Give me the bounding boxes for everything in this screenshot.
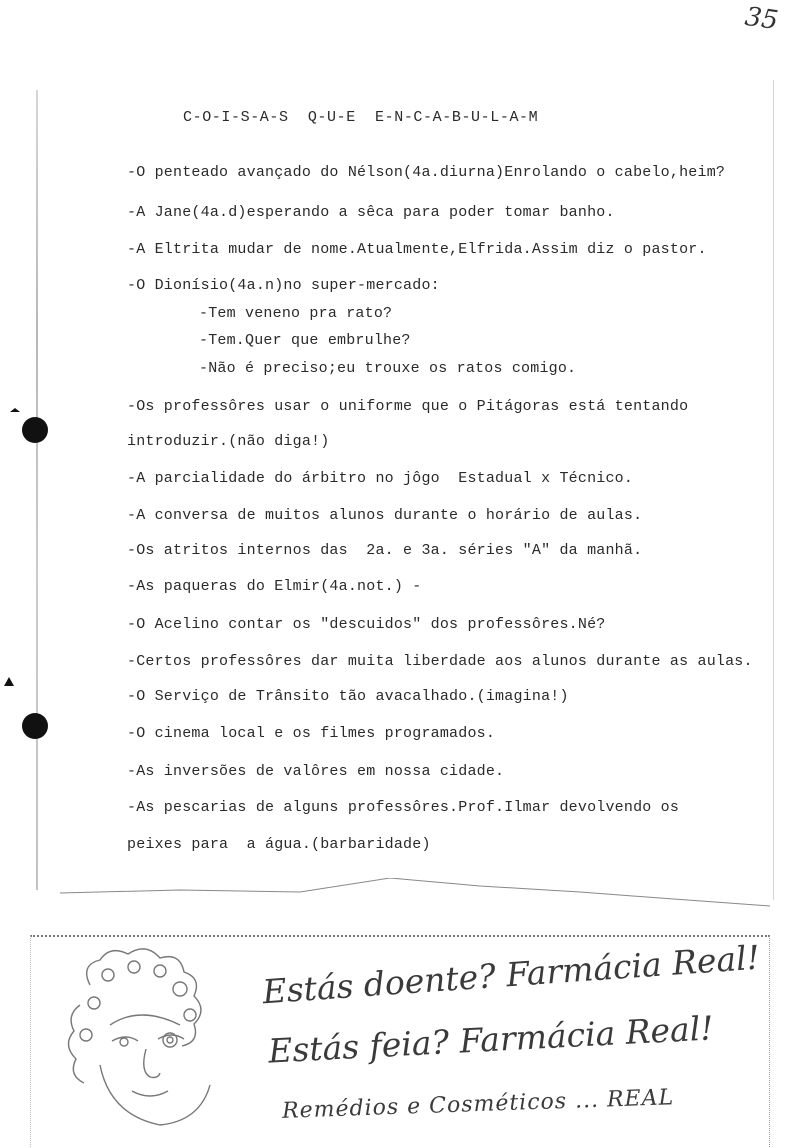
right-paper-edge bbox=[773, 80, 774, 900]
text-line: -A parcialidade do árbitro no jôgo Estadual x Técnico. bbox=[127, 470, 634, 487]
text-line: -Os atritos internos das 2a. e 3a. séries "A" da manhã. bbox=[127, 542, 643, 559]
ad-line-2: Estás feia? Farmácia Real! bbox=[267, 1008, 715, 1071]
text-line: -Tem.Quer que embrulhe? bbox=[199, 332, 411, 349]
binder-hole-bottom bbox=[22, 713, 48, 739]
text-line: -O Serviço de Trânsito tão avacalhado.(imagina!) bbox=[127, 688, 569, 705]
binder-hole-top bbox=[22, 417, 48, 443]
ad-line-1: Estás doente? Farmácia Real! bbox=[261, 937, 762, 1012]
text-line: -O penteado avançado do Nélson(4a.diurna)Enrolando o cabelo,heim? bbox=[127, 164, 726, 181]
page-number: 35 bbox=[742, 1, 780, 37]
text-line: -As paqueras do Elmir(4a.not.) - bbox=[127, 578, 422, 595]
text-line: introduzir.(não diga!) bbox=[127, 433, 330, 450]
text-line: -As inversões de valôres em nossa cidade. bbox=[127, 763, 505, 780]
text-line: peixes para a água.(barbaridade) bbox=[127, 836, 431, 853]
text-line: -Certos professôres dar muita liberdade aos alunos durante as aulas. bbox=[127, 653, 753, 670]
left-paper-edge bbox=[36, 90, 38, 890]
text-line: -A Jane(4a.d)esperando a sêca para poder tomar banho. bbox=[127, 204, 615, 221]
text-line: -As pescarias de alguns professôres.Prof.Ilmar devolvendo os bbox=[127, 799, 680, 816]
text-line: -O Dionísio(4a.n)no super-mercado: bbox=[127, 277, 440, 294]
torn-paper-edge bbox=[60, 878, 770, 908]
text-line: -Tem veneno pra rato? bbox=[199, 305, 393, 322]
text-line: -Os professôres usar o uniforme que o Pitágoras está tentando bbox=[127, 398, 689, 415]
face-drawing-icon bbox=[50, 945, 250, 1140]
margin-mark bbox=[10, 408, 20, 412]
text-line: -A Eltrita mudar de nome.Atualmente,Elfrida.Assim diz o pastor. bbox=[127, 241, 707, 258]
ad-line-3: Remédios e Cosméticos ... REAL bbox=[281, 1085, 675, 1124]
margin-mark bbox=[4, 677, 14, 686]
document-title: C-O-I-S-A-S Q-U-E E-N-C-A-B-U-L-A-M bbox=[183, 109, 539, 126]
text-line: -A conversa de muitos alunos durante o horário de aulas. bbox=[127, 507, 643, 524]
text-line: -O Acelino contar os "descuidos" dos professôres.Né? bbox=[127, 616, 606, 633]
text-line: -Não é preciso;eu trouxe os ratos comigo. bbox=[199, 360, 577, 377]
text-line: -O cinema local e os filmes programados. bbox=[127, 725, 496, 742]
